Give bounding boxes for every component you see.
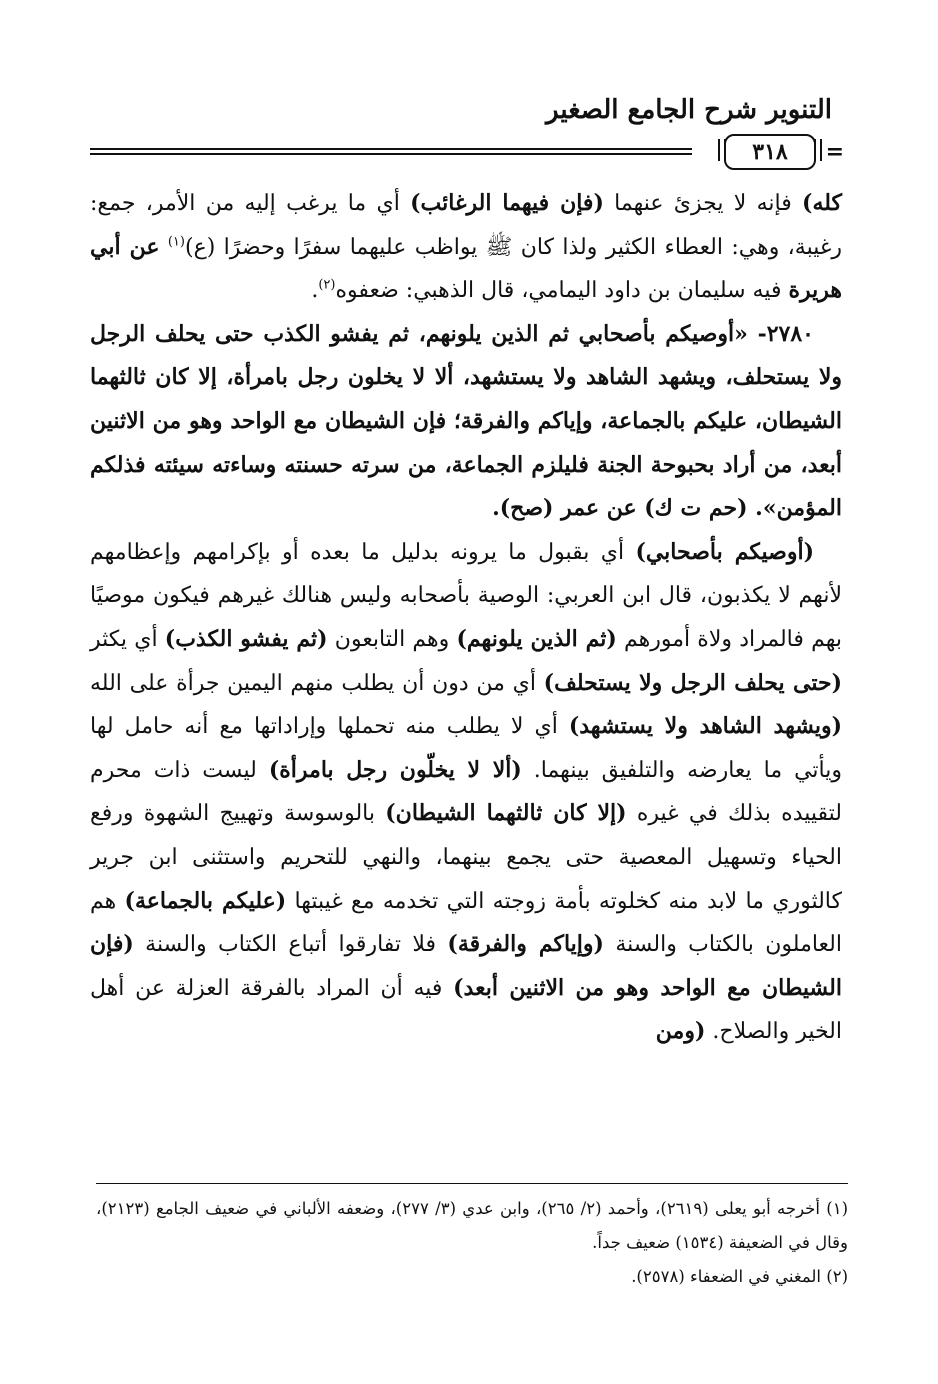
bold-text-run: ٢٧٨٠- «أوصيكم بأصحابي ثم الذين يلونهم، ثم يفشو الكذب حتى يحلف الرجل ولا يستحلف، ويشهد الشاهد ولا يستشهد، ألا لا يخلون رجل بامرأة، إلا كان ثالثهما الشيطان، عليكم بالجماعة، وإياكم والفرقة؛ فإن الشيطان مع الواحد وهو من الاثنين أبعد، من أراد بحبوحة الجنة فليلزم الجماعة، من سرته حسنته وساءته سيئته فذلكم المؤمن». (حم ت ك) عن عمر (صح). xyxy=(90,320,842,522)
text-run: فيه أن المراد بالفرقة العزلة عن أهل الخير والصلاح. xyxy=(90,975,842,1045)
text-run: هم العاملون بالكتاب والسنة xyxy=(90,888,842,958)
text-run: أي لا يطلب منه تحملها وإراداتها مع أنه حامل لها ويأتي ما يعارضه والتلفيق بينهما. xyxy=(90,714,842,783)
text-run: فيه سليمان بن داود اليمامي، قال الذهبي: ضعفوه xyxy=(335,278,789,304)
bold-text-run: (ومن xyxy=(655,1018,706,1045)
page xyxy=(90,90,842,1054)
bold-text-run: (ثم يفشو الكذب) xyxy=(164,625,328,652)
text-run: . xyxy=(311,278,319,304)
bold-text-run: (عليكم بالجماعة) xyxy=(124,887,287,914)
hadith-2780 xyxy=(90,313,842,531)
footnote-ref: (٢) xyxy=(318,277,336,293)
text-run: أي من دون أن يطلب منهم اليمين جرأة على الله xyxy=(90,670,544,696)
text-run: فإنه لا يجزئ عنهما xyxy=(603,191,803,216)
page-number: ٣١٨ xyxy=(724,134,816,170)
bold-text-run: كله) xyxy=(802,190,842,216)
footnote-2: (٢) المغني في الضعفاء (٢٥٧٨). xyxy=(631,1267,848,1286)
text-run: بالوسوسة وتهييج الشهوة ورفع الحياء وتسهيل المعصية حتى يجمع بينهما، والنهي للتحريم واستثنى ابن جرير كالثوري ما لابد منه كخلوته بأمة زوجته التي تخدمه مع غيبتها xyxy=(90,801,842,914)
running-head-title: التنوير شرح الجامع الصغير xyxy=(546,95,832,125)
bold-text-run: (ألا لا يخلّون رجل بامرأة) xyxy=(268,756,522,783)
text-run: أي بقبول ما يرونه بدليل ما بعده أو بإكرامهم وإعظامهم لأنهم لا يكذبون، قال ابن العربي: الوصية بأصحابه وليس هنالك غيرهم فيكون موصيًا بهم فالمراد ولاة أمورهم xyxy=(90,539,842,652)
bold-text-run: (وإياكم والفرقة) xyxy=(447,931,604,958)
footnote-1: (١) أخرجه أبو يعلى (٢٦١٩)، وأحمد (٢/ ٢٦٥)، وابن عدي (٣/ ٢٧٧)، وضعفه الألباني في ضعيف الجامع (٢١٢٣)، وقال في الضعيفة (١٥٣٤) ضعيف جداً. xyxy=(96,1199,848,1252)
header-rule-row xyxy=(90,134,842,176)
main-text xyxy=(90,182,842,1054)
footnote-rule xyxy=(96,1183,848,1184)
footnote-ref: (١) xyxy=(167,234,185,250)
bold-text-run: (حتى يحلف الرجل ولا يستحلف) xyxy=(543,669,842,696)
bold-text-run: عن أبي هريرة xyxy=(90,233,842,304)
bold-text-run: (ثم الذين يلونهم) xyxy=(456,625,617,652)
header-mark: = xyxy=(825,139,844,165)
bold-text-run: (أوصيكم بأصحابي) xyxy=(635,538,814,565)
header-double-rule xyxy=(90,148,692,155)
text-run: فلا تفارقوا أتباع الكتاب والسنة xyxy=(133,932,448,958)
bold-text-run: (فإن الشيطان مع الواحد وهو من الاثنين أبعد) xyxy=(90,931,842,1001)
bold-text-run: (فإن فيهما الرغائب) xyxy=(410,190,604,216)
paragraph-commentary xyxy=(90,531,842,1054)
bold-text-run: (إلا كان ثالثهما الشيطان) xyxy=(385,800,627,827)
bold-text-run: (ويشهد الشاهد ولا يستشهد) xyxy=(568,713,842,740)
text-run: أي ما يرغب إليه من الأمر، جمع: رغيبة، وهي: العطاء الكثير ولذا كان ﷺ يواظب عليهما سفرًا وحضرًا (ع) xyxy=(90,191,842,260)
footnotes xyxy=(96,1192,848,1294)
text-run: ليست ذات محرم لتقييده بذلك في غيره xyxy=(90,757,842,827)
text-run xyxy=(159,235,167,260)
text-run: وهم التابعون xyxy=(327,626,457,652)
text-run: أي يكثر xyxy=(90,626,165,652)
paragraph-1 xyxy=(90,182,842,313)
